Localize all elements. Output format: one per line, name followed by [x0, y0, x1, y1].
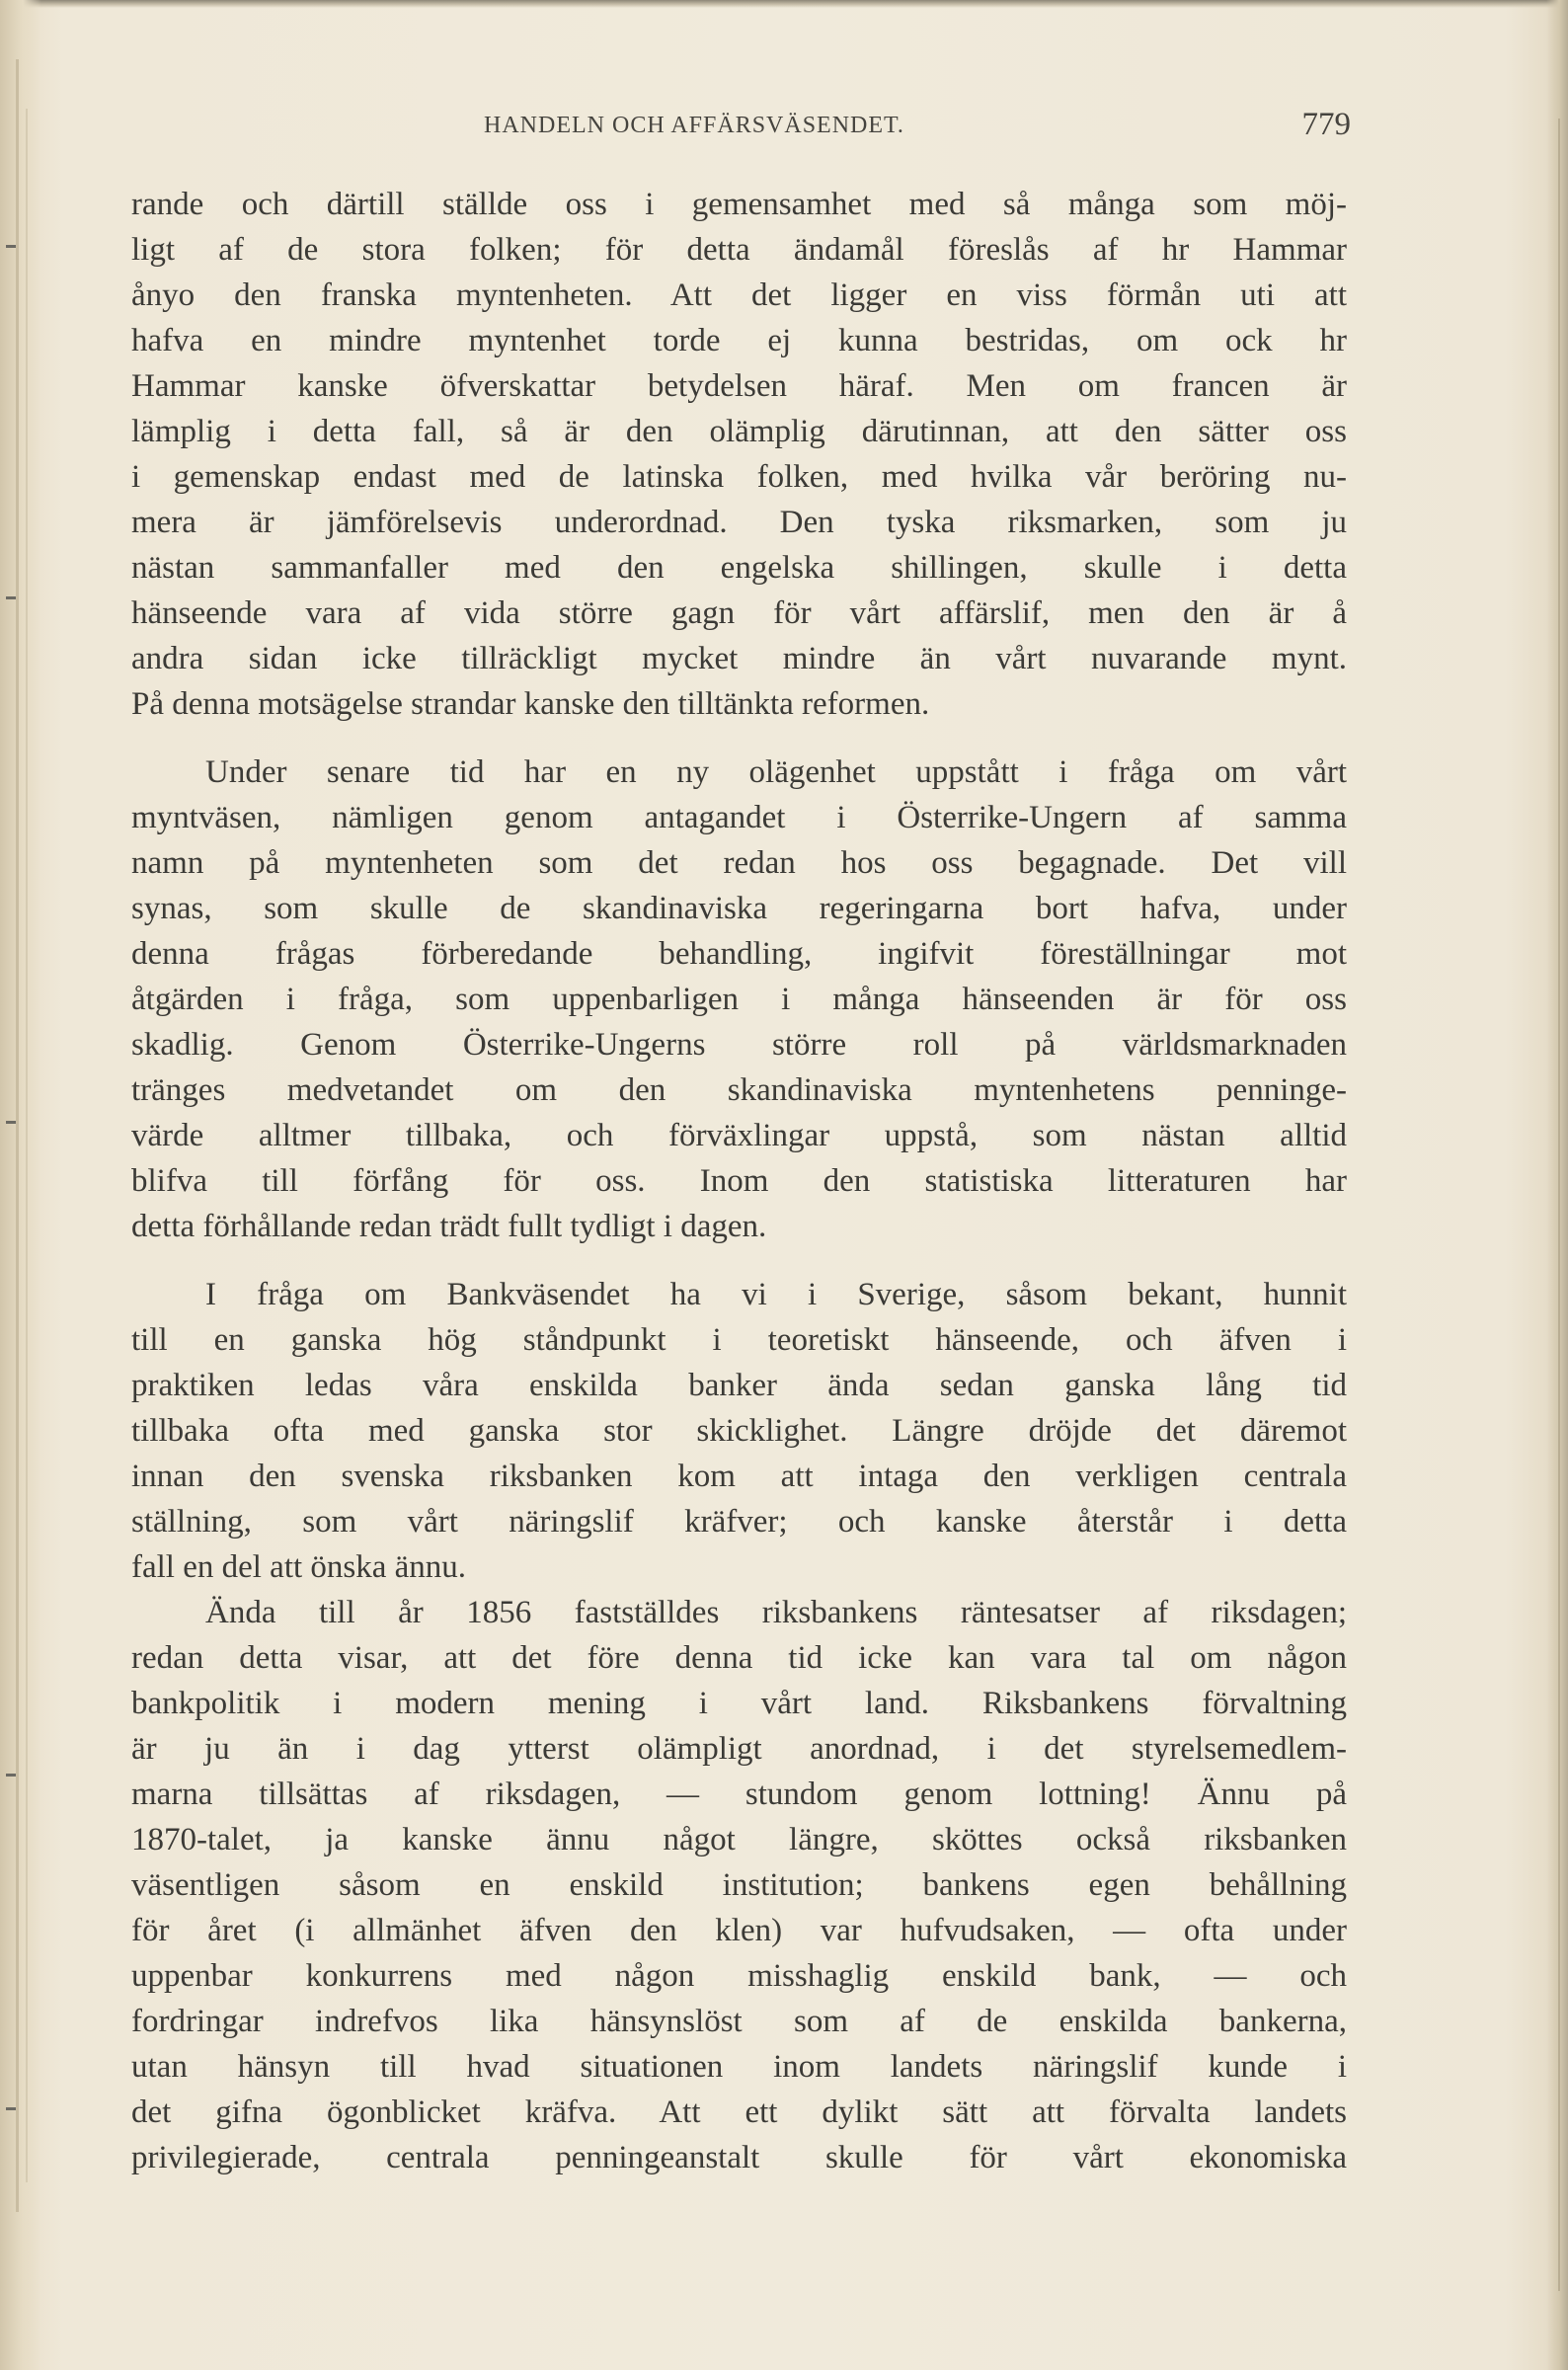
text-line: i gemenskap endast med de latinska folken, med hvilka vår beröring nu-	[131, 459, 1347, 495]
binding-rule	[16, 59, 19, 2212]
text-line: Under senare tid har en ny olägenhet uppstått i fråga om vårt	[205, 754, 1347, 790]
text-line: Ända till år 1856 fastställdes riksbankens räntesatser af riksdagen;	[205, 1595, 1347, 1630]
text-line: På denna motsägelse strandar kanske den tilltänkta reformen.	[131, 686, 930, 722]
paragraph	[131, 1590, 1347, 2180]
page-top-edge	[0, 0, 1568, 8]
text-line: skadlig. Genom Österrike-Ungerns större roll på världsmarknaden	[131, 1027, 1347, 1063]
text-line: Hammar kanske öfverskattar betydelsen häraf. Men om francen är	[131, 368, 1347, 404]
text-line: namn på myntenheten som det redan hos oss begagnade. Det vill	[131, 845, 1347, 881]
text-line: synas, som skulle de skandinaviska regeringarna bort hafva, under	[131, 891, 1347, 926]
text-line: fall en del att önska ännu.	[131, 1549, 467, 1585]
running-header	[484, 107, 1351, 146]
page-binding-edge	[0, 0, 41, 2370]
binding-rule-inner	[26, 109, 28, 2182]
text-line: innan den svenska riksbanken kom att intaga den verkligen centrala	[131, 1459, 1347, 1494]
text-line: tillbaka ofta med ganska stor skicklighet. Längre dröjde det däremot	[131, 1413, 1347, 1449]
paragraph	[131, 1272, 1347, 1590]
text-line: tränges medvetandet om den skandinaviska myntenhetens penninge-	[131, 1072, 1347, 1108]
page-outer-rule	[1558, 118, 1560, 2291]
text-line: för året (i allmänhet äfven den klen) var hufvudsaken, — ofta under	[131, 1913, 1347, 1948]
text-line: nästan sammanfaller med den engelska shillingen, skulle i detta	[131, 550, 1347, 586]
text-line: mera är jämförelsevis underordnad. Den tyska riksmarken, som ju	[131, 505, 1347, 540]
text-line: redan detta visar, att det före denna tid icke kan vara tal om någon	[131, 1640, 1347, 1676]
text-line: till en ganska hög ståndpunkt i teoretiskt hänseende, och äfven i	[131, 1322, 1347, 1358]
binding-mark	[6, 1774, 16, 1777]
text-line: privilegierade, centrala penningeanstalt skulle för vårt ekonomiska	[131, 2140, 1347, 2175]
text-line: 1870-talet, ja kanske ännu något längre, sköttes också riksbanken	[131, 1822, 1347, 1857]
text-line: myntväsen, nämligen genom antagandet i Österrike-Ungern af samma	[131, 800, 1347, 835]
text-line: rande och därtill ställde oss i gemensamhet med så många som möj-	[131, 187, 1347, 222]
paragraph-gap	[131, 727, 1347, 750]
text-line: detta förhållande redan trädt fullt tydligt i dagen.	[131, 1209, 767, 1244]
text-line: ställning, som vårt näringslif kräfver; och kanske återstår i detta	[131, 1504, 1347, 1540]
text-line: fordringar indrefvos lika hänsynslöst som af de enskilda bankerna,	[131, 2004, 1347, 2039]
paragraph	[131, 182, 1347, 727]
binding-mark	[6, 2107, 16, 2110]
text-line: uppenbar konkurrens med någon misshaglig enskild bank, — och	[131, 1958, 1347, 1994]
paragraph-gap	[131, 1249, 1347, 1272]
text-line: praktiken ledas våra enskilda banker ända sedan ganska lång tid	[131, 1368, 1347, 1403]
text-line: lämplig i detta fall, så är den olämplig därutinnan, att den sätter oss	[131, 414, 1347, 449]
text-line: blifva till förfång för oss. Inom den statistiska litteraturen har	[131, 1163, 1347, 1199]
page-outer-edge	[1546, 0, 1568, 2370]
paragraph	[131, 750, 1347, 1249]
text-line: denna frågas förberedande behandling, ingifvit föreställningar mot	[131, 936, 1347, 972]
text-line: andra sidan icke tillräckligt mycket mindre än vårt nuvarande mynt.	[131, 641, 1347, 676]
running-title: HANDELN OCH AFFÄRSVÄSENDET.	[484, 113, 904, 138]
text-line: värde alltmer tillbaka, och förväxlingar uppstå, som nästan alltid	[131, 1118, 1347, 1153]
text-line: utan hänsyn till hvad situationen inom landets näringslif kunde i	[131, 2049, 1347, 2085]
text-line: hänseende vara af vida större gagn för vårt affärslif, men den är å	[131, 595, 1347, 631]
text-line: väsentligen såsom en enskild institution; bankens egen behållning	[131, 1867, 1347, 1903]
text-line: bankpolitik i modern mening i vårt land. Riksbankens förvaltning	[131, 1686, 1347, 1721]
text-line: åtgärden i fråga, som uppenbarligen i många hänseenden är för oss	[131, 982, 1347, 1017]
text-line: är ju än i dag ytterst olämpligt anordnad, i det styrelsemedlem-	[131, 1731, 1347, 1767]
text-line: marna tillsättas af riksdagen, — stundom genom lottning! Ännu på	[131, 1777, 1347, 1812]
body-text	[131, 182, 1347, 2180]
text-line: ånyo den franska myntenheten. Att det ligger en viss förmån uti att	[131, 277, 1347, 313]
text-line: det gifna ögonblicket kräfva. Att ett dylikt sätt att förvalta landets	[131, 2094, 1347, 2130]
binding-mark	[6, 596, 16, 599]
binding-mark	[6, 1121, 16, 1124]
page-number: 779	[1301, 107, 1351, 142]
text-line: I fråga om Bankväsendet ha vi i Sverige, såsom bekant, hunnit	[205, 1277, 1347, 1312]
text-line: hafva en mindre myntenhet torde ej kunna bestridas, om ock hr	[131, 323, 1347, 358]
binding-mark	[6, 245, 16, 248]
text-line: ligt af de stora folken; för detta ändamål föreslås af hr Hammar	[131, 232, 1347, 268]
